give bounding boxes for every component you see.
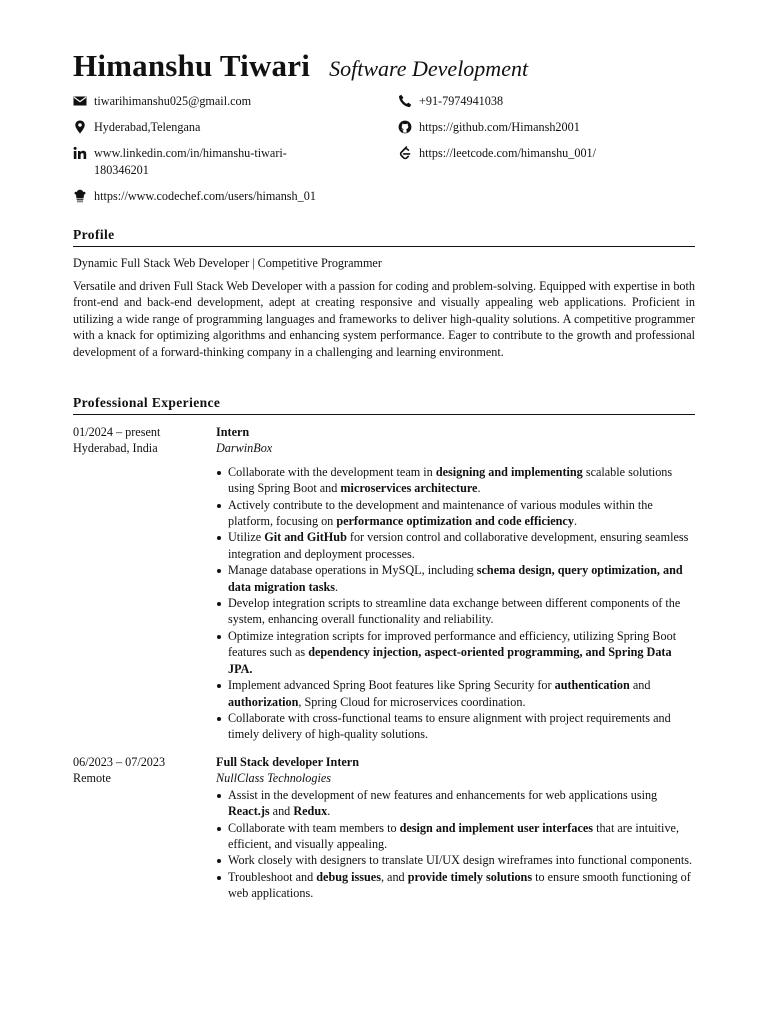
- phone-icon: [398, 94, 412, 108]
- job-company: NullClass Technologies: [216, 771, 332, 786]
- section-divider: [73, 414, 695, 415]
- profile-tagline: Dynamic Full Stack Web Developer | Competitive Programmer: [73, 256, 382, 270]
- job-bullet-item: Collaborate with cross-functional teams to ensure alignment with project requirements and timely delivery of high-quality solutions.: [216, 710, 696, 743]
- job-bullet-item: Assist in the development of new features and enhancements for web applications using React.js and Redux.: [216, 787, 696, 820]
- section-title-experience: Professional Experience: [73, 395, 221, 410]
- job-company: DarwinBox: [216, 441, 273, 456]
- job-dates: 06/2023 – 07/2023: [73, 755, 166, 769]
- section-divider: [73, 246, 695, 247]
- job-bullet-item: Work closely with designers to translate UI/UX design wireframes into functional components.: [216, 852, 696, 868]
- envelope-icon: [73, 94, 87, 108]
- codechef-text: https://www.codechef.com/users/himansh_01: [94, 189, 316, 203]
- section-title-profile: Profile: [73, 227, 115, 242]
- candidate-headline: Software Development: [329, 56, 529, 81]
- job-location: Remote: [73, 771, 111, 786]
- github-icon: [398, 120, 412, 134]
- email-text: tiwarihimanshu025@gmail.com: [94, 94, 252, 108]
- leetcode-icon: [398, 146, 412, 160]
- job-meta: [73, 754, 213, 787]
- leetcode-text: https://leetcode.com/himanshu_001/: [419, 146, 597, 160]
- job-bullet-item: Optimize integration scripts for improved performance and efficiency, utilizing Spring Boot features such as dependency injection, aspect-oriented programming, and Spring Data JPA.: [216, 628, 696, 677]
- codechef-icon: [73, 189, 87, 203]
- job-bullet-item: Manage database operations in MySQL, including schema design, query optimization, and data migration tasks.: [216, 562, 696, 595]
- job-bullet-item: Actively contribute to the development and maintenance of various modules within the platform, focusing on performance optimization and code efficiency.: [216, 497, 696, 530]
- job-entry: [216, 754, 696, 902]
- job-bullet-item: Develop integration scripts to streamline data exchange between different components of the system, enhancing overall functionality and reliability.: [216, 595, 696, 628]
- location-text: Hyderabad,Telengana: [94, 120, 201, 134]
- resume-header: [73, 48, 528, 84]
- job-role: Intern: [216, 425, 250, 439]
- job-meta: [73, 424, 213, 457]
- job-bullet-item: Troubleshoot and debug issues, and provide timely solutions to ensure smooth functioning of web applications.: [216, 869, 696, 902]
- job-bullet-item: Collaborate with team members to design and implement user interfaces that are intuitive, efficient, and visually appealing.: [216, 820, 696, 853]
- job-bullets: [216, 464, 696, 743]
- job-bullets: [216, 787, 696, 902]
- job-bullet-item: Utilize Git and GitHub for version control and collaborative development, ensuring seamless integration and deployment processes.: [216, 529, 696, 562]
- profile-summary: Versatile and driven Full Stack Web Developer with a passion for coding and problem-solving. Equipped with expertise in both front-end and back-end development, adept at creating responsive and visually appealing web applications. Proficient in utilizing a wide range of programming languages and frameworks to deliver high-quality solutions. A competitive programmer with a knack for optimizing algorithms and enhancing system performance. Eager to contribute to the growth and professional development of a forward-thinking company in a challenging and learning environment.: [73, 279, 695, 359]
- job-bullet-item: Collaborate with the development team in designing and implementing scalable solutions using Spring Boot and microservices architecture.: [216, 464, 696, 497]
- linkedin-text: [94, 145, 287, 178]
- job-dates: 01/2024 – present: [73, 425, 161, 439]
- job-bullet-item: Implement advanced Spring Boot features like Spring Security for authentication and authorization, Spring Cloud for microservices coordination.: [216, 677, 696, 710]
- job-location: Hyderabad, India: [73, 441, 158, 456]
- location-pin-icon: [73, 120, 87, 134]
- job-role: Full Stack developer Intern: [216, 755, 359, 769]
- linkedin-icon: [73, 146, 87, 160]
- github-text: https://github.com/Himansh2001: [419, 120, 580, 134]
- phone-text: +91-7974941038: [419, 94, 504, 108]
- linkedin-text-line2: 180346201: [94, 162, 149, 177]
- linkedin-text-line1: www.linkedin.com/in/himanshu-tiwari-: [94, 146, 287, 160]
- job-entry: [216, 424, 696, 743]
- candidate-name: Himanshu Tiwari: [73, 48, 311, 83]
